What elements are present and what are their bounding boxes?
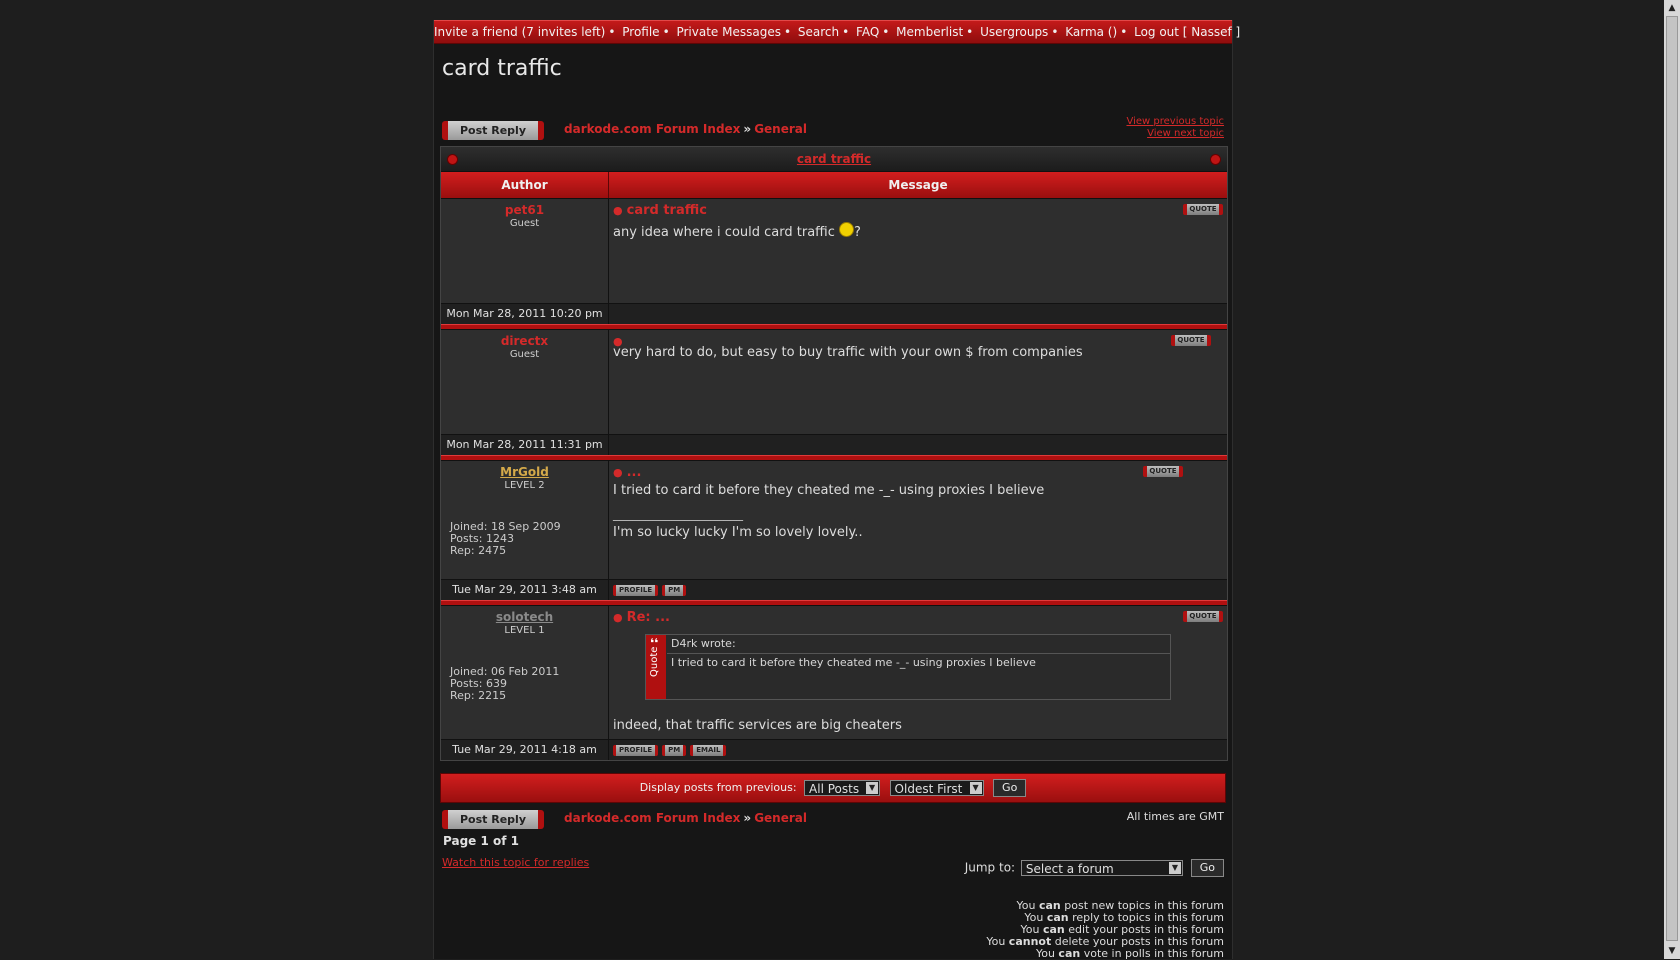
display-go-button[interactable]: Go xyxy=(993,779,1026,797)
post-footer xyxy=(441,303,1227,324)
chevron-down-icon: ▼ xyxy=(1169,862,1181,874)
post-row xyxy=(441,460,1227,579)
post-date: Tue Mar 29, 2011 4:18 am xyxy=(441,740,609,760)
chevron-down-icon: ▼ xyxy=(970,782,982,794)
nav-search[interactable]: Search xyxy=(797,25,840,39)
post-author-name[interactable]: MrGold xyxy=(500,465,549,479)
nav-profile[interactable]: Profile xyxy=(622,25,660,39)
nav-separator: • xyxy=(1120,25,1128,39)
reputation: Rep: 2215 xyxy=(450,689,507,702)
post-actions xyxy=(609,435,1227,455)
pm-button[interactable]: PM xyxy=(662,745,686,756)
quote-marks-icon: ❛❛ xyxy=(650,636,659,650)
topic-title-link[interactable]: card traffic xyxy=(796,152,872,166)
post-icon: ● xyxy=(613,335,623,348)
post-author-cell xyxy=(441,199,609,303)
quote-block xyxy=(645,634,1171,700)
table-header xyxy=(441,172,1227,198)
post-row xyxy=(441,605,1227,739)
jump-forum-select[interactable] xyxy=(1021,860,1183,876)
vertical-scrollbar[interactable] xyxy=(1664,0,1680,959)
posts-range-value: All Posts xyxy=(809,782,860,796)
post-subject xyxy=(613,465,641,480)
jump-forum-value: Select a forum xyxy=(1025,862,1114,876)
breadcrumb-forum-link[interactable]: General xyxy=(754,122,807,136)
jump-go-button[interactable]: Go xyxy=(1191,859,1224,877)
timezone-note: All times are GMT xyxy=(1126,810,1224,823)
post-icon: ● xyxy=(613,466,623,479)
nav-memberlist[interactable]: Memberlist xyxy=(896,25,964,39)
nav-separator: • xyxy=(966,25,974,39)
smiley-icon xyxy=(839,222,854,237)
post-count: Posts: 639 xyxy=(450,677,507,690)
post-body: I tried to card it before they cheated me -_- using proxies I believe xyxy=(613,483,1045,498)
scrollbar-thumb[interactable] xyxy=(1666,16,1678,941)
post-author-stats xyxy=(450,666,559,702)
reputation: Rep: 2475 xyxy=(450,544,507,557)
view-previous-topic-link[interactable]: View previous topic xyxy=(1126,116,1224,127)
sort-order-value: Oldest First xyxy=(894,782,963,796)
post-subject xyxy=(613,610,670,625)
message-header: Message xyxy=(888,178,948,192)
page-info: Page 1 of 1 xyxy=(443,834,519,848)
signature: I'm so lucky lucky I'm so lovely lovely.. xyxy=(613,525,863,540)
post-date: Mon Mar 28, 2011 10:20 pm xyxy=(441,304,609,324)
quote-sidebar xyxy=(646,635,666,699)
topic-nav-links xyxy=(1126,116,1224,140)
nav-private-messages[interactable]: Private Messages xyxy=(676,25,781,39)
post-message-cell xyxy=(609,199,1227,303)
author-header: Author xyxy=(441,172,609,198)
quote-author: D4rk wrote: xyxy=(667,635,1170,654)
post-date: Mon Mar 28, 2011 11:31 pm xyxy=(441,435,609,455)
breadcrumb-index-link[interactable]: darkode.com Forum Index xyxy=(564,122,741,136)
post-author-rank: LEVEL 1 xyxy=(504,625,545,636)
email-button[interactable]: EMAIL xyxy=(690,745,726,756)
permission-line: You can post new topics in this forum xyxy=(1016,899,1224,912)
quote-button[interactable]: QUOTE xyxy=(1183,611,1223,622)
quote-button[interactable]: QUOTE xyxy=(1143,466,1183,477)
post-subject-text: ... xyxy=(626,465,642,480)
post-footer xyxy=(441,579,1227,600)
post-reply-button[interactable]: Post Reply xyxy=(442,121,544,140)
right-dot-icon xyxy=(1210,154,1221,165)
post-row xyxy=(441,198,1227,303)
nav-separator: • xyxy=(1051,25,1059,39)
post-author-rank: Guest xyxy=(509,349,540,360)
left-dot-icon xyxy=(447,154,458,165)
nav-karma[interactable]: Karma () xyxy=(1065,25,1118,39)
post-author-stats xyxy=(450,521,561,557)
quote-side-label: Quote xyxy=(649,646,660,677)
nav-faq[interactable]: FAQ xyxy=(856,25,880,39)
joined-date: Joined: 18 Sep 2009 xyxy=(450,520,561,533)
post-row xyxy=(441,329,1227,434)
watch-topic-link[interactable]: Watch this topic for replies xyxy=(442,856,590,869)
jump-to xyxy=(965,859,1224,877)
permission-line: You cannot delete your posts in this forum xyxy=(986,935,1224,948)
display-options-bar xyxy=(440,773,1226,803)
nav-separator: • xyxy=(783,25,792,39)
post-message-cell xyxy=(609,330,1227,434)
post-author-cell xyxy=(441,606,609,739)
post-message-cell xyxy=(609,606,1227,739)
sort-order-select[interactable] xyxy=(890,780,984,796)
post-body-tail: ? xyxy=(854,225,861,240)
joined-date: Joined: 06 Feb 2011 xyxy=(450,665,560,678)
nav-invite[interactable]: Invite a friend (7 invites left) xyxy=(434,25,606,39)
posts-range-select[interactable] xyxy=(804,780,880,796)
post-footer xyxy=(441,434,1227,455)
post-author-cell xyxy=(441,330,609,434)
scroll-down-icon[interactable]: ▼ xyxy=(1668,946,1676,956)
post-message-cell xyxy=(609,461,1227,579)
post-author-cell xyxy=(441,461,609,579)
breadcrumb-arrow: » xyxy=(743,811,752,825)
profile-button[interactable]: PROFILE xyxy=(613,745,658,756)
display-label: Display posts from previous: xyxy=(639,781,797,794)
post-author-rank: Guest xyxy=(509,218,540,229)
nav-separator: • xyxy=(842,25,850,39)
jump-label: Jump to: xyxy=(964,860,1016,875)
quote-text: I tried to card it before they cheated me -_- using proxies I believe xyxy=(671,656,1036,669)
nav-separator: • xyxy=(882,25,890,39)
forum-page xyxy=(433,20,1241,960)
post-reply-button[interactable]: Post Reply xyxy=(442,810,544,829)
post-date: Tue Mar 29, 2011 3:48 am xyxy=(441,580,609,600)
page-title: card traffic xyxy=(442,56,562,81)
post-icon: ● xyxy=(613,204,623,217)
breadcrumb xyxy=(564,122,807,136)
topic-table xyxy=(440,146,1228,761)
post-body-text: any idea where i could card traffic xyxy=(613,225,835,240)
post-body xyxy=(613,222,861,240)
chevron-down-icon: ▼ xyxy=(866,782,878,794)
permission-line: You can reply to topics in this forum xyxy=(1024,911,1224,924)
post-actions xyxy=(609,580,1227,600)
post-actions xyxy=(609,304,1227,324)
post-author-rank: LEVEL 2 xyxy=(504,480,545,491)
breadcrumb-index-link[interactable]: darkode.com Forum Index xyxy=(564,811,741,825)
post-body: very hard to do, but easy to buy traffic with your own $ from companies xyxy=(613,345,1083,360)
post-subject xyxy=(613,203,707,218)
profile-button[interactable]: PROFILE xyxy=(613,585,658,596)
post-author-name[interactable]: solotech xyxy=(495,610,554,624)
nav-separator: • xyxy=(608,25,616,39)
post-author-name[interactable]: pet61 xyxy=(504,203,545,217)
post-subject-text: card traffic xyxy=(626,203,707,218)
scroll-up-icon[interactable]: ▲ xyxy=(1668,3,1676,13)
pm-button[interactable]: PM xyxy=(662,585,686,596)
signature-divider: ____________________ xyxy=(613,507,743,522)
top-navigation xyxy=(434,20,1241,44)
breadcrumb xyxy=(564,811,807,825)
post-body: indeed, that traffic services are big cheaters xyxy=(613,718,902,733)
post-author-name[interactable]: directx xyxy=(500,334,549,348)
forum-permissions xyxy=(986,900,1224,960)
breadcrumb-arrow: » xyxy=(743,122,752,136)
quote-button[interactable]: QUOTE xyxy=(1171,335,1211,346)
post-footer xyxy=(441,739,1227,760)
permission-line: You can edit your posts in this forum xyxy=(1020,923,1224,936)
topic-title-bar xyxy=(441,147,1227,172)
view-next-topic-link[interactable]: View next topic xyxy=(1147,128,1224,139)
quote-button[interactable]: QUOTE xyxy=(1183,204,1223,215)
nav-usergroups[interactable]: Usergroups xyxy=(980,25,1049,39)
permission-line: You can vote in polls in this forum xyxy=(1035,947,1224,960)
post-icon: ● xyxy=(613,611,623,624)
post-count: Posts: 1243 xyxy=(450,532,514,545)
post-subject-text: Re: ... xyxy=(626,610,670,625)
breadcrumb-forum-link[interactable]: General xyxy=(754,811,807,825)
post-actions xyxy=(609,740,1227,760)
nav-separator: • xyxy=(662,25,670,39)
nav-logout[interactable]: Log out [ Nassef ] xyxy=(1134,25,1241,39)
